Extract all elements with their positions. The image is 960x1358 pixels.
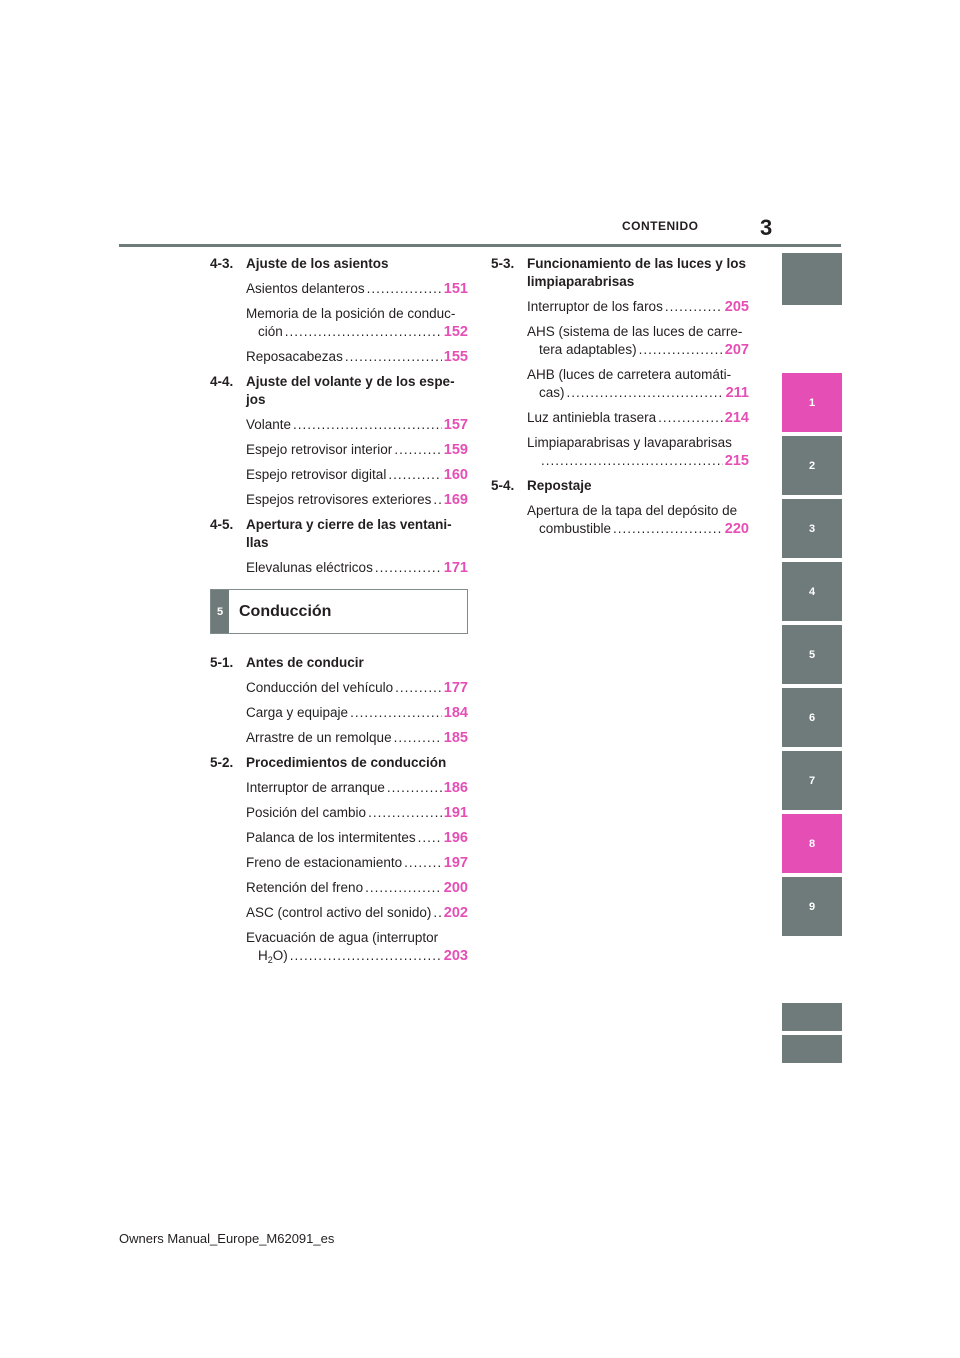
page-link[interactable]: 184 xyxy=(443,705,468,721)
chapter-tab-blank[interactable] xyxy=(782,253,842,305)
chapter-tab-blank[interactable] xyxy=(782,1035,842,1063)
toc-entry[interactable] xyxy=(246,441,468,459)
toc-entry-label: Volante xyxy=(246,417,292,432)
chapter-tab-3[interactable]: 3 xyxy=(782,499,842,558)
toc-entry-row xyxy=(527,452,749,470)
toc-entry[interactable] xyxy=(246,305,468,341)
toc-entry-label: cas) xyxy=(539,385,565,400)
page-link[interactable]: 196 xyxy=(443,830,468,846)
toc-entry-label: Luz antiniebla trasera xyxy=(527,410,657,425)
leader-dots xyxy=(375,559,442,577)
toc-entry[interactable] xyxy=(246,929,468,969)
footer-text: Owners Manual_Europe_M62091_es xyxy=(119,1231,335,1246)
toc-entry[interactable] xyxy=(246,704,468,722)
chapter-tab-9[interactable]: 9 xyxy=(782,877,842,936)
toc-entry[interactable] xyxy=(527,323,749,359)
chapter-tab-4[interactable]: 4 xyxy=(782,562,842,621)
chapter-tab-6[interactable]: 6 xyxy=(782,688,842,747)
section-heading xyxy=(210,754,468,772)
toc-entry-row xyxy=(246,280,468,298)
toc-entry[interactable] xyxy=(527,298,749,316)
chapter-heading xyxy=(210,589,468,634)
toc-entry-label: Elevalunas eléctricos xyxy=(246,560,373,575)
toc-entry[interactable] xyxy=(246,904,468,922)
section-title: Antes de conducir xyxy=(246,655,364,670)
toc-entry-line: AHB (luces de carretera automáti- xyxy=(527,367,732,382)
section-heading xyxy=(491,255,749,291)
toc-entry-row xyxy=(246,904,468,922)
leader-dots xyxy=(394,729,442,747)
toc-entry[interactable] xyxy=(246,854,468,872)
page-link[interactable]: 171 xyxy=(443,560,468,576)
section-number: 5-2. xyxy=(210,755,234,770)
page-number: 3 xyxy=(760,215,773,240)
section-title: Funcionamiento de las luces y los limpiaparabrisas xyxy=(527,256,747,289)
page-link[interactable]: 185 xyxy=(443,730,468,746)
leader-dots xyxy=(365,879,442,897)
section-number: 5-1. xyxy=(210,655,234,670)
leader-dots xyxy=(293,416,442,434)
section-title: Ajuste del volante y de los espe- jos xyxy=(246,374,455,407)
toc-entry[interactable] xyxy=(246,559,468,577)
leader-dots xyxy=(567,384,724,402)
toc-entry[interactable] xyxy=(246,829,468,847)
leader-dots xyxy=(395,679,442,697)
toc-entry-row xyxy=(527,341,749,359)
page-link[interactable]: 169 xyxy=(443,492,468,508)
toc-entry[interactable] xyxy=(527,409,749,427)
toc-entry-label: Interruptor de los faros xyxy=(527,299,663,314)
toc-entry[interactable] xyxy=(527,502,749,538)
toc-entry-label: ción xyxy=(258,324,283,339)
chapter-tab-8[interactable]: 8 xyxy=(782,814,842,873)
toc-left-column xyxy=(210,255,468,976)
leader-dots xyxy=(290,947,442,965)
toc-entry-label: tera adaptables) xyxy=(539,342,637,357)
toc-entry-label: Reposacabezas xyxy=(246,349,343,364)
page-link[interactable]: 200 xyxy=(443,880,468,896)
leader-dots xyxy=(345,348,442,366)
leader-dots xyxy=(285,323,442,341)
toc-entry-row xyxy=(246,323,468,341)
toc-entry[interactable] xyxy=(246,416,468,434)
toc-entry-label: Interruptor de arranque xyxy=(246,780,385,795)
toc-entry-label: Retención del freno xyxy=(246,880,364,895)
toc-entry[interactable] xyxy=(246,879,468,897)
toc-entry-row xyxy=(246,441,468,459)
page-link[interactable]: 214 xyxy=(724,410,749,426)
toc-entry-label: combustible xyxy=(539,521,612,536)
leader-dots xyxy=(613,520,723,538)
toc-entry[interactable] xyxy=(246,466,468,484)
toc-entry-row xyxy=(246,559,468,577)
toc-entry-row xyxy=(527,409,749,427)
toc-entry-label: Espejos retrovisores exteriores xyxy=(246,492,432,507)
toc-entry[interactable] xyxy=(246,804,468,822)
page-link[interactable]: 191 xyxy=(443,805,468,821)
section-number: 4-3. xyxy=(210,256,234,271)
page-link[interactable]: 159 xyxy=(443,442,468,458)
leader-dots xyxy=(658,409,723,427)
page-link[interactable]: 203 xyxy=(443,948,468,964)
page-link[interactable]: 220 xyxy=(724,521,749,537)
toc-entry[interactable] xyxy=(527,366,749,402)
leader-dots xyxy=(350,704,442,722)
page-link[interactable]: 207 xyxy=(724,342,749,358)
leader-dots xyxy=(388,466,441,484)
section-number: 4-5. xyxy=(210,517,234,532)
section-title: Procedimientos de conducción xyxy=(246,755,447,770)
chapter-title: Conducción xyxy=(239,602,332,620)
section-heading xyxy=(491,477,749,495)
toc-entry-label: Palanca de los intermitentes xyxy=(246,830,416,845)
toc-entry-line: Evacuación de agua (interruptor xyxy=(246,930,439,945)
toc-entry[interactable] xyxy=(246,679,468,697)
section-heading xyxy=(210,516,468,552)
running-header: CONTENIDO xyxy=(622,219,699,233)
chapter-number: 5 xyxy=(211,590,229,633)
toc-entry-row xyxy=(246,679,468,697)
toc-entry-row xyxy=(527,298,749,316)
toc-entry[interactable] xyxy=(246,280,468,298)
toc-entry-label: Espejo retrovisor interior xyxy=(246,442,393,457)
page-link[interactable]: 152 xyxy=(443,324,468,340)
page-link[interactable]: 151 xyxy=(443,281,468,297)
toc-entry-row xyxy=(246,779,468,797)
toc-entry-label: Espejo retrovisor digital xyxy=(246,467,387,482)
toc-entry-label: Freno de estacionamiento xyxy=(246,855,403,870)
page-link[interactable]: 155 xyxy=(443,349,468,365)
page-link[interactable]: 211 xyxy=(725,385,749,401)
toc-entry-line: AHS (sistema de las luces de carre- xyxy=(527,324,743,339)
section-heading xyxy=(210,654,468,672)
toc-entry-line: Limpiaparabrisas y lavaparabrisas xyxy=(527,435,732,450)
chapter-tab-2[interactable]: 2 xyxy=(782,436,842,495)
toc-entry-row xyxy=(246,879,468,897)
leader-dots xyxy=(367,280,442,298)
toc-entry-row xyxy=(246,491,468,509)
page-link[interactable]: 160 xyxy=(443,467,468,483)
section-heading xyxy=(210,373,468,409)
leader-dots xyxy=(418,829,442,847)
toc-entry-row xyxy=(246,348,468,366)
toc-entry[interactable] xyxy=(246,779,468,797)
toc-entry-row xyxy=(246,704,468,722)
toc-entry[interactable] xyxy=(246,729,468,747)
toc-entry-label: Arrastre de un remolque xyxy=(246,730,392,745)
toc-entry-row xyxy=(246,829,468,847)
toc-entry[interactable] xyxy=(246,491,468,509)
section-number: 5-4. xyxy=(491,478,515,493)
toc-entry-row xyxy=(246,466,468,484)
toc-entry-row xyxy=(246,947,468,969)
section-heading xyxy=(210,255,468,273)
chapter-tab-1[interactable]: 1 xyxy=(782,373,842,432)
chapter-tab-7[interactable]: 7 xyxy=(782,751,842,810)
toc-right-column xyxy=(491,255,749,545)
section-title: Apertura y cierre de las ventani- llas xyxy=(246,517,452,550)
page-link[interactable]: 215 xyxy=(724,453,749,469)
toc-entry-line: Apertura de la tapa del depósito de xyxy=(527,503,738,518)
leader-dots xyxy=(404,854,442,872)
toc-entry-label: Asientos delanteros xyxy=(246,281,365,296)
toc-entry[interactable] xyxy=(527,434,749,470)
page-link[interactable]: 197 xyxy=(443,855,468,871)
page-link[interactable]: 177 xyxy=(443,680,468,696)
toc-entry-row xyxy=(246,804,468,822)
toc-entry-row xyxy=(246,729,468,747)
toc-entry-label: Conducción del vehículo xyxy=(246,680,394,695)
chapter-tab-5[interactable]: 5 xyxy=(782,625,842,684)
toc-entry-label: Carga y equipaje xyxy=(246,705,349,720)
toc-entry-row xyxy=(527,520,749,538)
leader-dots xyxy=(433,491,441,509)
leader-dots xyxy=(541,452,723,470)
leader-dots xyxy=(665,298,723,316)
subscript: 2 xyxy=(267,955,273,965)
leader-dots xyxy=(368,804,442,822)
section-number: 4-4. xyxy=(210,374,234,389)
toc-entry-row xyxy=(527,384,749,402)
page-link[interactable]: 205 xyxy=(724,299,749,315)
toc-entry-label: $H_2O$) xyxy=(258,948,288,965)
page-link[interactable]: 157 xyxy=(443,417,468,433)
header-rule xyxy=(119,244,841,247)
leader-dots xyxy=(433,904,441,922)
page-link[interactable]: 202 xyxy=(443,905,468,921)
leader-dots xyxy=(639,341,723,359)
toc-entry-line: Memoria de la posición de conduc- xyxy=(246,306,456,321)
leader-dots xyxy=(394,441,441,459)
chapter-tab-blank[interactable] xyxy=(782,1003,842,1031)
section-title: Repostaje xyxy=(527,478,592,493)
leader-dots xyxy=(387,779,442,797)
toc-entry-row xyxy=(246,416,468,434)
toc-entry-label: Posición del cambio xyxy=(246,805,367,820)
toc-entry[interactable] xyxy=(246,348,468,366)
toc-entry-label: ASC (control activo del sonido) xyxy=(246,905,432,920)
section-number: 5-3. xyxy=(491,256,515,271)
toc-entry-row xyxy=(246,854,468,872)
page-link[interactable]: 186 xyxy=(443,780,468,796)
section-title: Ajuste de los asientos xyxy=(246,256,389,271)
